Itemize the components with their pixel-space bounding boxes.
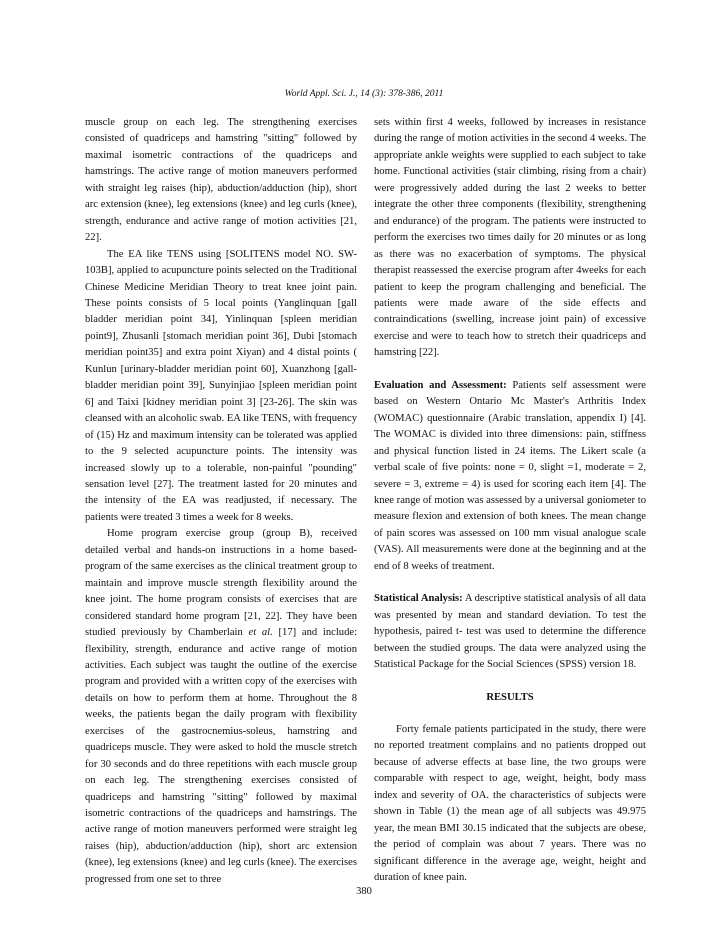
left-column	[85, 115, 357, 888]
running-header: World Appl. Sci. J., 14 (3): 378-386, 2011	[284, 89, 444, 99]
paragraph: The EA like TENS using [SOLITENS model NO. SW-103B], applied to acupuncture points selected on the Traditional Chinese Medicine Meridian Theory to treat knee joint pain. These points consists of 5 local points (Yanglinquan [gall bladder meridian point 34], Yinlinquan [spleen meridian point9], Zhusanli [stomach meridian point 36], Dubi [stomach meridian point35] and extra point Xiyan) and 4 distal points ( Kunlun [urinary-bladder meridian point 60], Xuanzhong [gall-bladder meridian point 39], Sunyinjiao [spleen meridian point 6] and Taixi [kidney meridian point 3] [23-26]. The skin was cleansed with an alcoholic swab. EA like TENS, with frequency of (15) Hz and maximum intensity can be tolerated was applied to the 9 selected acupuncture points. The intensity was increased slowly up to a tolerable, non-painful "pounding" sensation level [27]. The treatment lasted for 20 minutes and the intensity of the EA was readjusted, if necessary. The patients were treated 3 times a week for 8 weeks.	[85, 248, 357, 523]
paragraph-text: [17] and include: flexibility, strength, endurance and active range of motion activities. Each subject was taught the outline of the exercise program and provided with a written copy of the exercises with details on how to perform them at home. Throughout the 8 weeks, the patients began the daily program with flexibility exercises of the gastrocnemius-soleus, hamstring and quadriceps muscle. They were asked to hold the muscle stretch for 30 seconds and do three repetitions with each muscle group on each leg. The strengthening exercises consisted of quadriceps and hamstring "sitting" followed by maximal isometric contractions of the quadriceps and hamstrings. The active range of motion maneuvers performed were straight leg raises (hip), abduction/adduction (hip), short arc extension (knee), leg extensions (knee) and leg curls (knee). The exercises progressed from one set to three	[85, 627, 358, 885]
citation-italic: et al.	[248, 627, 273, 639]
results-heading: RESULTS	[486, 691, 534, 703]
page-number: 380	[356, 886, 372, 897]
paragraph: sets within first 4 weeks, followed by increases in resistance during the range of motion activities in the second 4 weeks. The appropriate ankle weights were supplied to each subject to take home. Functional activities (stair climbing, rising from a chair) were progressively added during the last 2 weeks to better integrate the other three components (flexibility, strengthening and endurance) of the program. The patients were instructed to perform the exercises two times daily for 20 minutes or as long as there was no exacerbation of symptoms. The physical therapist reassessed the exercise program after 4weeks for each patient to keep the program challenging and beneficial. The patients were made aware of the side effects and contraindications (swelling, increase joint pain) of excessive exercise and were to teach how to stretch their quadriceps and hamstring [22].	[374, 117, 646, 359]
section-heading: Statistical Analysis:	[374, 593, 463, 605]
right-column	[374, 115, 646, 886]
section-text: A descriptive statistical analysis of all data was presented by mean and standard deviation. To test the hypothesis, paired t- test was used to determine the difference between the studied groups. The data were analyzed using the Statistical Package for the Social Sciences (SPSS) version 18.	[374, 593, 646, 671]
paragraph: muscle group on each leg. The strengthening exercises consisted of quadriceps and hamstring "sitting" followed by maximal isometric contractions of the quadriceps and hamstrings. The active range of motion maneuvers performed with straight leg raises (hip), abduction/adduction (hip), short arc extension (knee), leg extensions (knee) and leg curls (knee), strength, endurance and active range of motion activities [21, 22].	[85, 117, 357, 244]
paragraph: Forty female patients participated in the study, there were no reported treatment complains and no patients dropped out because of adverse effects at base line, the two groups were comparable with respect to age, weight, height, body mass index and severity of OA. the characteristics of subjects were shown in Table (1) the mean age of all subjects was 49.975 year, the mean BMI 30.15 indicated that the subjects are obese, the period of complain was about 7 years. There was no significant difference in the average age, weight, height and duration of knee pain.	[374, 723, 646, 884]
section-heading: Evaluation and Assessment:	[374, 379, 507, 391]
section-text: Patients self assessment were based on Western Ontario Mc Master's Arthritis Index (WOMAC) questionnaire (Arabic translation, appendix I) [4]. The WOMAC is divided into three dimensions: pain, stiffness and physical function listed in 24 items. The Likert scale (a verbal scale of five points: none = 0, slight =1, moderate = 2, severe = 3, extreme = 4) is used for scoring each item [4]. The knee range of motion was assessed by a universal goniometer to measure flexion and extension of both knees. The mean change of pain scores was assessed on 100 mm visual analogue scale (VAS). All measurements were done at the beginning and at the end of 8 weeks of treatment.	[374, 379, 646, 572]
statistics-section	[374, 591, 646, 673]
paragraph	[85, 526, 357, 888]
evaluation-section	[374, 378, 646, 575]
paragraph-text: Home program exercise group (group B), received detailed verbal and hands-on instructions in a home based-program of the same exercises as the clinical treatment group to maintain and improve muscle strength flexibility around the knee joint. The home program consists of exercises that are considered standard home program [21, 22]. They have been studied previously by Chamberlain	[85, 528, 357, 639]
